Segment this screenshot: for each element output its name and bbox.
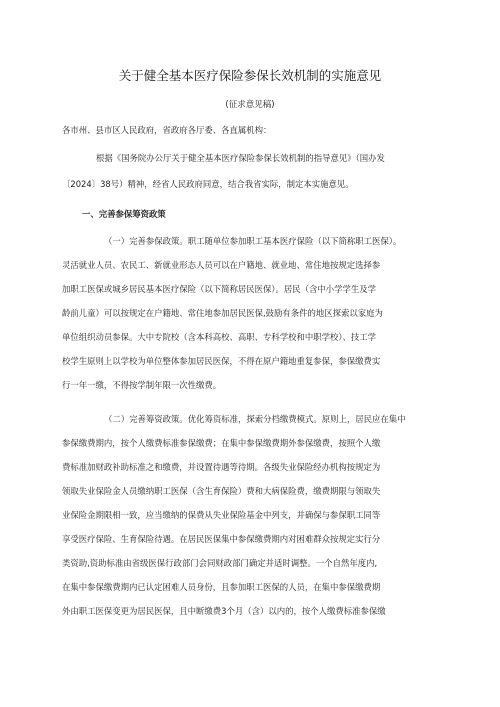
body-line: （一）完善参保政策。职工随单位参加职工基本医疗保险（以下简称职工医保）。	[104, 236, 402, 246]
body-line: 领取失业保险金人员缴纳职工医保（含生育保险）费和大病保险费，缴费期限与领取失	[62, 486, 381, 496]
salutation: 各市州、县市区人民政府，省政府各厅委、各直属机构：	[62, 125, 272, 135]
body-line: 在集中参保缴费期内已认定困难人员身份，且参加职工医保的人员，在集中参保缴费期	[62, 582, 381, 592]
body-line: （二）完善筹资政策。优化筹资标准，探索分档缴费模式。原则上，居民应在集中	[104, 414, 406, 424]
document-title: 关于健全基本医疗保险参保长效机制的实施意见	[118, 68, 382, 83]
body-line: 龄前儿童）可以按规定在户籍地、常住地参加居民医保,鼓励有条件的地区探索以家庭为	[62, 308, 383, 318]
body-line: 费标准加财政补助标准之和缴费，并设置待遇等待期。各级失业保险经办机构按规定为	[62, 462, 381, 472]
section-heading: 一、完善参保筹资政策	[82, 209, 166, 219]
body-line: 业保险金期限相一致，应当缴纳的保费从失业保险基金中列支，并确保与参保职工同等	[62, 510, 381, 520]
body-line: 外由职工医保变更为居民医保，且中断缴费3个月（含）以内的，按个人缴费标准参保缴	[62, 606, 386, 616]
body-line: 〔2024〕38号）精神，经省人民政府同意，结合我省实际，制定本实施意见。	[62, 179, 354, 189]
body-line: 根据《国务院办公厅关于健全基本医疗保险参保长效机制的指导意见》（国办发	[96, 153, 385, 163]
body-line: 享受医疗保险、生育保险待遇。在居民医保集中参保缴费期内对困难群众按规定实行分	[62, 534, 381, 544]
body-line: 加职工医保或城乡居民基本医疗保险（以下简称居民医保）。居民（含中小学学生及学	[62, 284, 377, 294]
document-subtitle: (征求意见稿)	[225, 100, 275, 110]
body-line: 校学生原则上以学校为单位整体参加居民医保，不得在原户籍地重复参保，参保缴费实	[62, 356, 381, 366]
body-line: 单位组织动员参保。大中专院校（含本科高校、高职、专科学校和中职学校）、技工学	[62, 332, 377, 342]
body-line: 参保缴费期内，按个人缴费标准参保缴费；在集中参保缴费期外参保缴费，按照个人缴	[62, 438, 381, 448]
body-line: 灵活就业人员、农民工、新就业形态人员可以在户籍地、就业地、常住地按规定选择参	[62, 260, 381, 270]
body-line: 行一年一缴，不得按学制年限一次性缴费。	[62, 380, 222, 390]
body-line: 类资助,资助标准由省级医保行政部门会同财政部门确定并适时调整。一个自然年度内,	[62, 558, 378, 568]
